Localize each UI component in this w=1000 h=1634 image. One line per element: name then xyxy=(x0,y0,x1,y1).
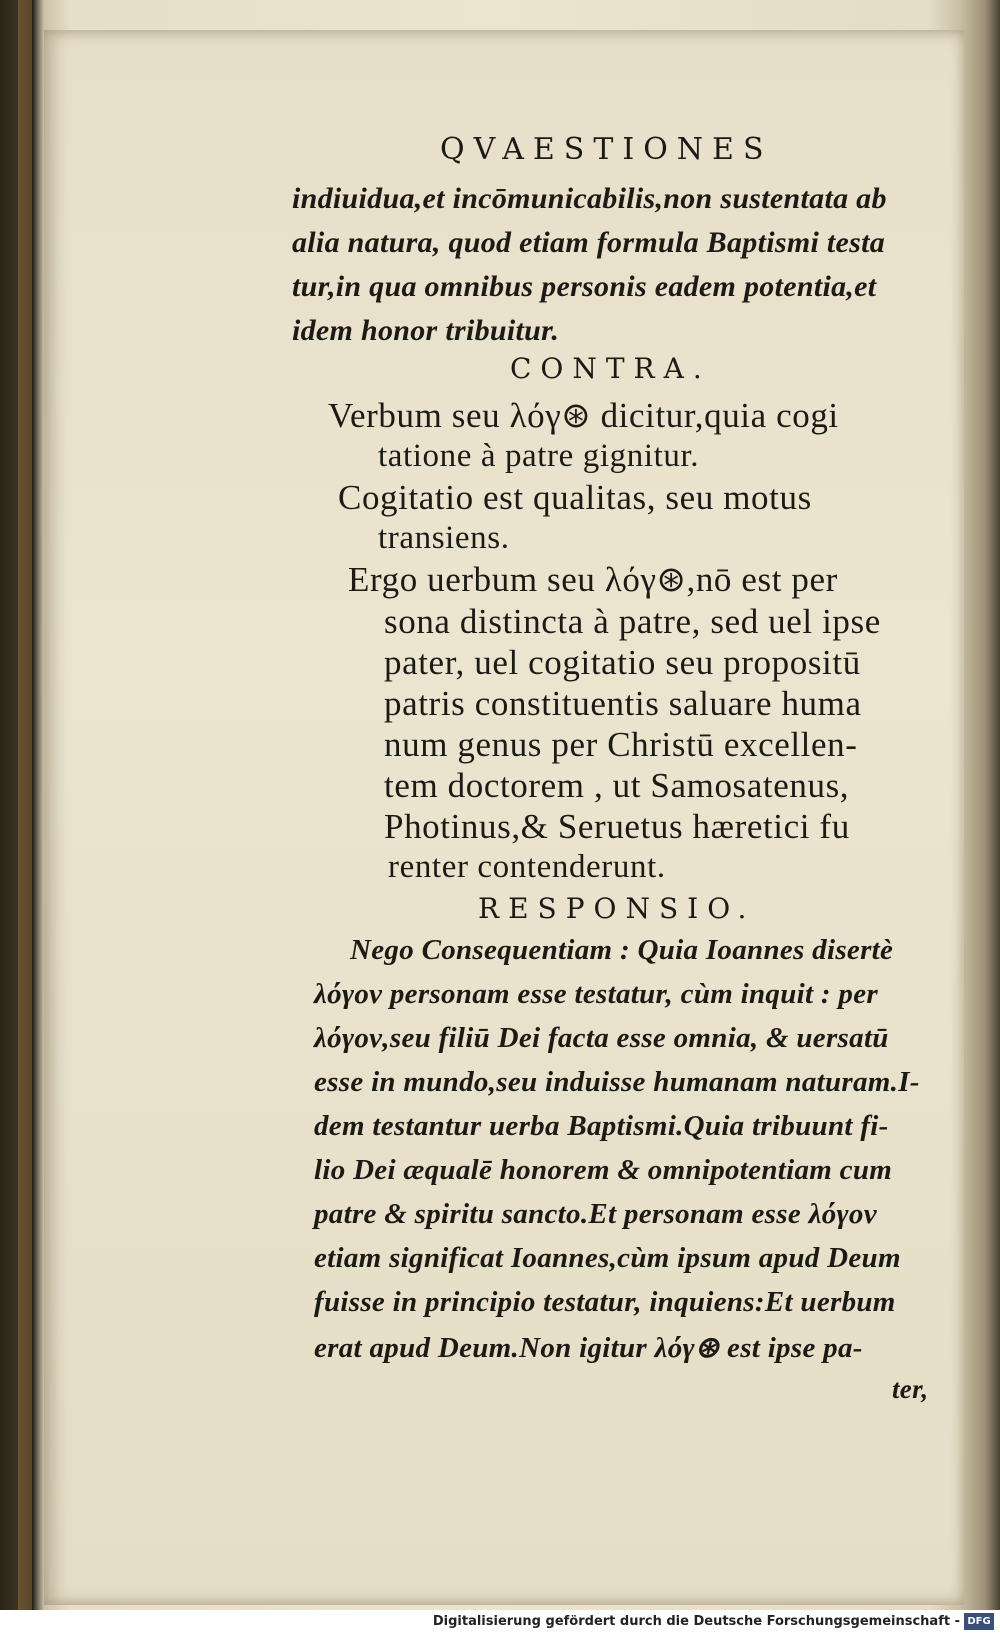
text-line: num genus per Christū excellen- xyxy=(384,725,858,764)
text-line: Cogitatio est qualitas, seu motus xyxy=(338,478,812,517)
text-line: sona distincta à patre, sed uel ipse xyxy=(384,602,881,641)
text-line: erat apud Deum.Non igitur λόγ⊛ est ipse pa- xyxy=(314,1332,863,1364)
text-line: Verbum seu λόγ⊛ dicitur,quia cogi xyxy=(328,396,839,435)
text-line: tem doctorem , ut Samosatenus, xyxy=(384,766,850,805)
text-line: patris constituentis saluare huma xyxy=(384,684,862,723)
text-line: lio Dei æqualē honorem & omnipotentiam cum xyxy=(314,1154,893,1186)
text-line: etiam significat Ioannes,cùm ipsum apud Deum xyxy=(314,1242,901,1274)
text-line: tur,in qua omnibus personis eadem potentia,et xyxy=(292,270,877,303)
text-line: idem honor tribuitur. xyxy=(292,314,560,347)
text-line: tatione à patre gignitur. xyxy=(378,438,700,474)
text-line: transiens. xyxy=(378,520,510,556)
book-spine xyxy=(18,0,32,1610)
text-line: indiuidua,et incōmunicabilis,non sustentata ab xyxy=(292,182,887,215)
text-line: dem testantur uerba Baptismi.Quia tribuunt fi- xyxy=(314,1110,889,1142)
text-line: Ergo uerbum seu λόγ⊛,nō est per xyxy=(348,560,838,599)
running-head: QVAESTIONES xyxy=(440,132,773,167)
funding-notice: Digitalisierung gefördert durch die Deutsche Forschungsgemeinschaft - xyxy=(432,1614,960,1629)
catchword: ter, xyxy=(892,1374,929,1404)
text-line: λόγον personam esse testatur, cùm inquit : per xyxy=(314,978,878,1010)
text-line: λόγον,seu filiū Dei facta esse omnia, & uersatū xyxy=(314,1022,889,1054)
dfg-logo: DFG xyxy=(964,1613,994,1630)
text-line: Nego Consequentiam : Quia Ioannes disertè xyxy=(350,934,894,966)
footer-bar xyxy=(0,1610,1000,1634)
text-line: esse in mundo,seu induisse humanam naturam.I- xyxy=(314,1066,920,1098)
text-line: renter contenderunt. xyxy=(388,849,666,885)
text-line: fuisse in principio testatur, inquiens:Et uerbum xyxy=(314,1286,896,1318)
text-line: alia natura, quod etiam formula Baptismi testa xyxy=(292,226,886,259)
contra-heading: CONTRA. xyxy=(510,352,711,385)
text-line: pater, uel cogitatio seu propositū xyxy=(384,643,861,682)
text-line: Photinus,& Seruetus hæretici fu xyxy=(384,807,850,846)
responsio-heading: RESPONSIO. xyxy=(478,892,756,925)
text-line: patre & spiritu sancto.Et personam esse λόγον xyxy=(314,1198,877,1230)
